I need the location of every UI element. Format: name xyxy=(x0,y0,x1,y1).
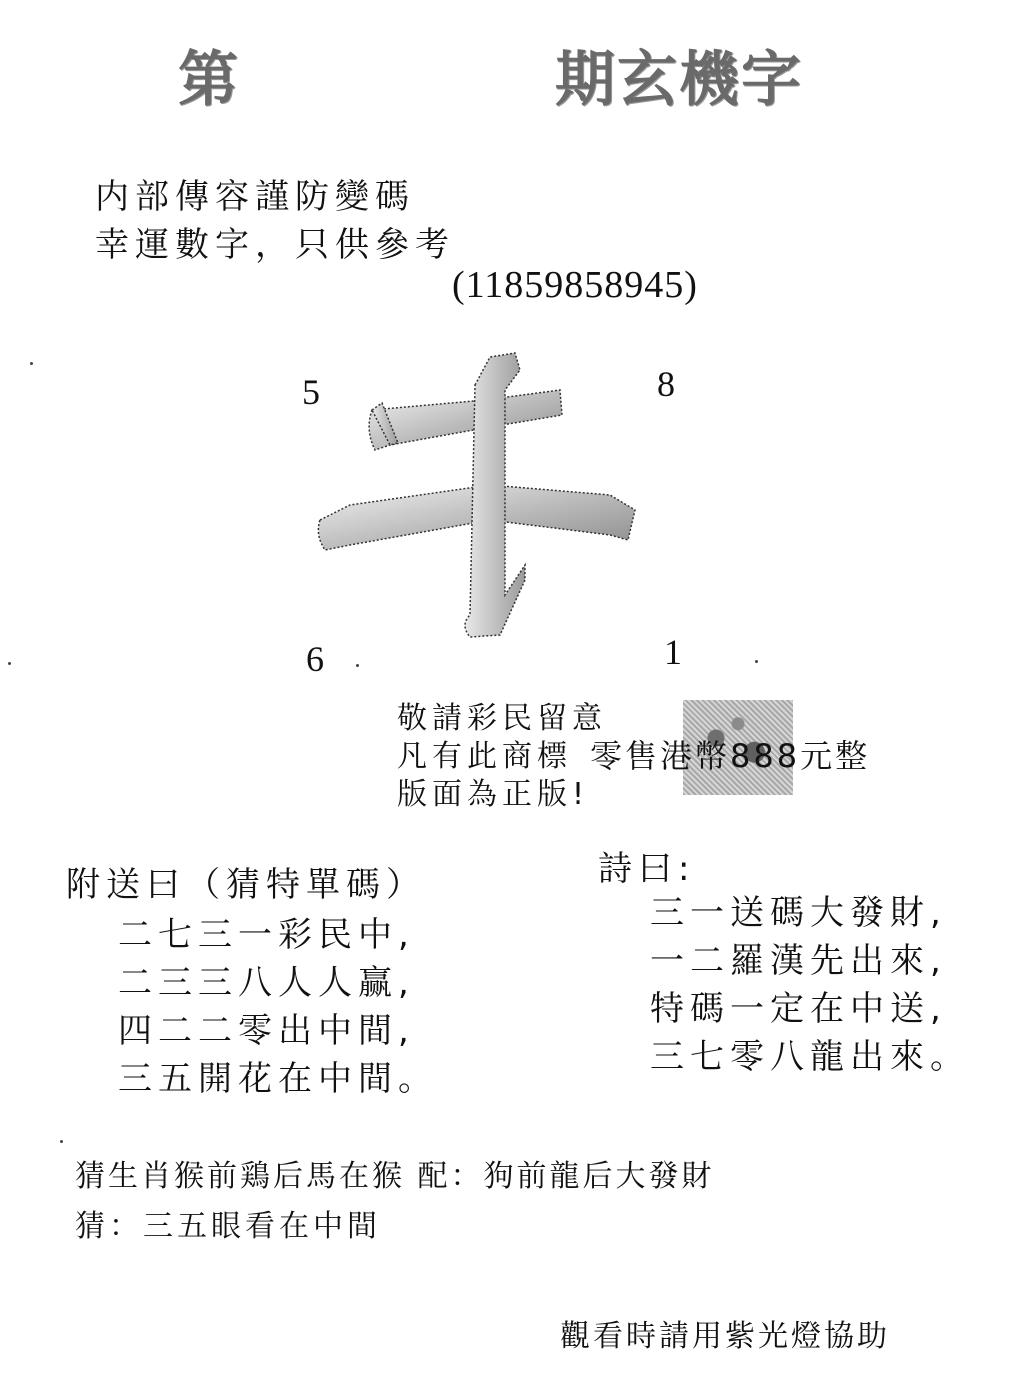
left-poem-line-2: 二三三八人人赢, xyxy=(118,963,415,1003)
title-suffix: 期玄機字 xyxy=(555,45,803,115)
scan-speck xyxy=(356,664,359,667)
guess-line-2: 猜：三五眼看在中間 xyxy=(75,1209,381,1244)
scan-speck xyxy=(755,660,758,663)
scan-speck xyxy=(30,362,33,365)
notice-line-3: 版面為正版! xyxy=(397,777,590,812)
right-poem-line-1: 三一送碼大發財, xyxy=(650,893,947,933)
niu-character-3d-icon xyxy=(310,345,650,645)
right-poem-line-4: 三七零八龍出來。 xyxy=(650,1037,970,1077)
right-poem-line-2: 一二羅漢先出來, xyxy=(650,941,947,981)
title-prefix: 第 xyxy=(178,45,240,115)
guess-line-1: 猜生肖猴前鶏后馬在猴 配：狗前龍后大發財 xyxy=(75,1159,715,1194)
scan-speck xyxy=(60,1140,63,1143)
scan-speck xyxy=(8,662,11,665)
number-top-right: 8 xyxy=(657,364,675,404)
right-poem-heading: 詩曰: xyxy=(598,849,696,889)
left-poem-heading: 附送曰（猜特單碼） xyxy=(66,865,426,905)
uv-light-note: 觀看時請用紫光燈協助 xyxy=(560,1319,890,1354)
number-bottom-left: 6 xyxy=(306,639,324,679)
right-poem-line-3: 特碼一定在中送, xyxy=(650,989,947,1029)
notice-line-1: 敬請彩民留意 xyxy=(397,701,607,736)
number-bottom-right: 1 xyxy=(664,632,682,672)
left-poem-line-1: 二七三一彩民中, xyxy=(118,915,415,955)
left-poem-line-3: 四二二零出中間, xyxy=(118,1011,415,1051)
intro-line-2: 幸運數字，只供參考 xyxy=(95,225,455,265)
notice-line-2-prefix: 凡有此商標 xyxy=(397,739,572,774)
intro-line-1: 内部傳容謹防變碼 xyxy=(95,177,415,217)
phone-number: (11859858945) xyxy=(452,264,698,306)
notice-price: 零售港幣888元整 xyxy=(590,737,871,775)
left-poem-line-4: 三五開花在中間。 xyxy=(118,1059,438,1099)
number-top-left: 5 xyxy=(302,372,320,412)
